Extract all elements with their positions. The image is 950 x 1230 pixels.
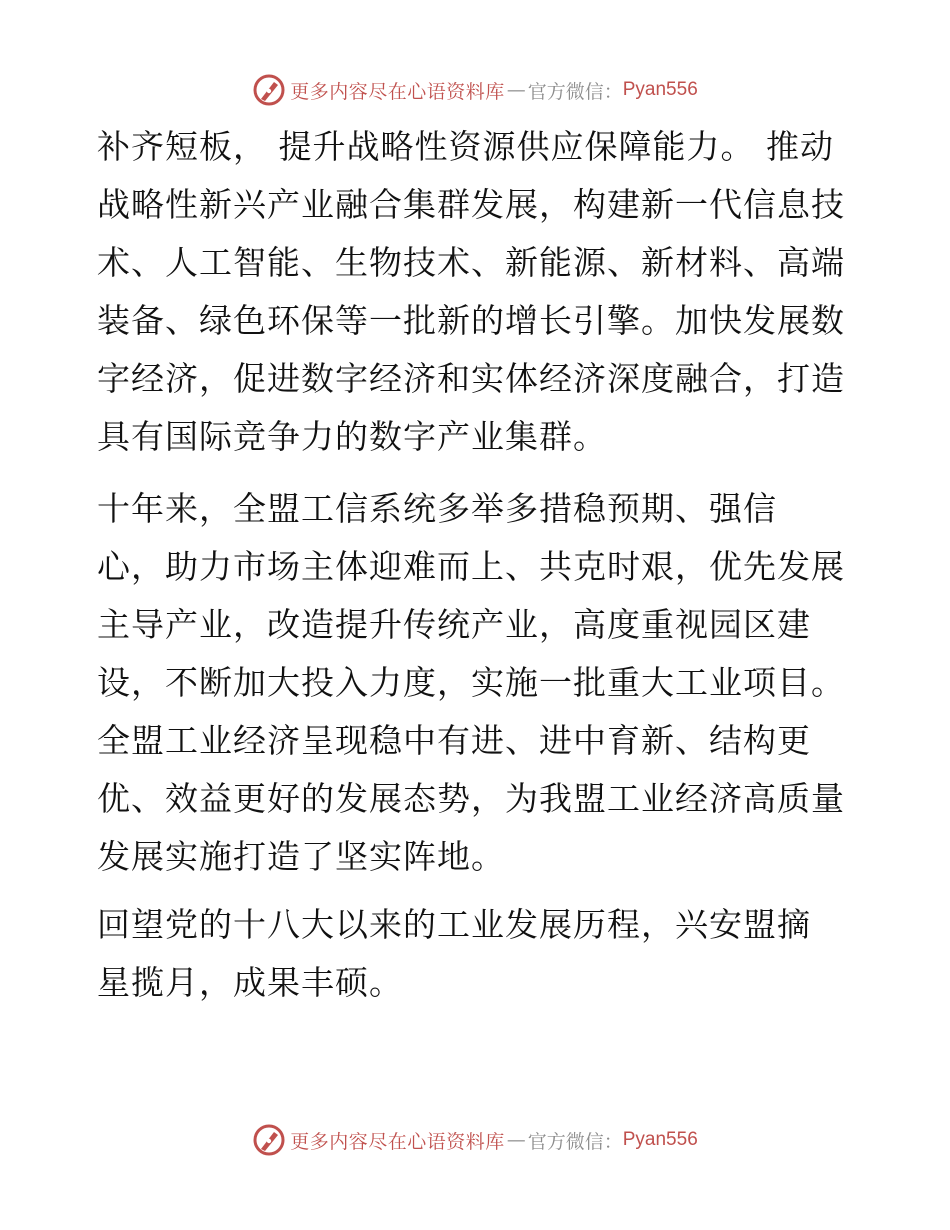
pen-circle-logo-icon — [252, 73, 286, 107]
text-line: 主导产业，改造提升传统产业，高度重视园区建 — [97, 605, 811, 644]
banner-wechat-label: 官方微信： — [527, 1130, 623, 1153]
paragraph-2 — [97, 480, 857, 886]
text-line: 十年来，全盟工信系统多举多措稳预期、强信 — [97, 489, 777, 528]
text-line: 战略性新兴产业融合集群发展，构建新一代信息技 — [97, 185, 845, 224]
footer-banner — [0, 1120, 950, 1160]
text-line: 星揽月，成果丰硕。 — [97, 963, 403, 1002]
text-line: 具有国际竞争力的数字产业集群。 — [97, 417, 607, 456]
text-line: 全盟工业经济呈现稳中有进、进中育新、结构更 — [97, 721, 811, 760]
paragraph-spacer — [97, 466, 857, 480]
text-line: 设，不断加大投入力度，实施一批重大工业项目。 — [97, 663, 845, 702]
text-line: 装备、绿色环保等一批新的增长引擎。加快发展数 — [97, 301, 845, 340]
banner-text: 更多内容尽在心语资料库 — [290, 80, 505, 103]
text-line: 心，助力市场主体迎难而上、共克时艰，优先发展 — [97, 547, 845, 586]
text-line: 字经济，促进数字经济和实体经济深度融合，打造 — [97, 359, 845, 398]
paragraph-3 — [97, 896, 857, 1012]
banner-separator: — — [506, 1129, 526, 1151]
banner-separator: — — [506, 79, 526, 101]
text-line: 回望党的十八大以来的工业发展历程，兴安盟摘 — [97, 905, 811, 944]
banner-wechat-id: Pyan556 — [622, 79, 698, 100]
pen-circle-logo-icon — [252, 1123, 286, 1157]
text-line: 发展实施打造了坚实阵地。 — [97, 837, 505, 876]
banner-wechat-label: 官方微信： — [527, 80, 623, 103]
header-banner — [0, 70, 950, 110]
banner-text: 更多内容尽在心语资料库 — [290, 1130, 505, 1153]
banner-wechat-id: Pyan556 — [622, 1129, 698, 1150]
paragraph-1 — [97, 118, 857, 466]
text-line: 补齐短板， 提升战略性资源供应保障能力。 推动 — [97, 127, 834, 166]
text-line: 术、人工智能、生物技术、新能源、新材料、高端 — [97, 243, 845, 282]
text-line: 优、效益更好的发展态势，为我盟工业经济高质量 — [97, 779, 845, 818]
paragraph-spacer — [97, 886, 857, 896]
document-body — [97, 118, 857, 1012]
